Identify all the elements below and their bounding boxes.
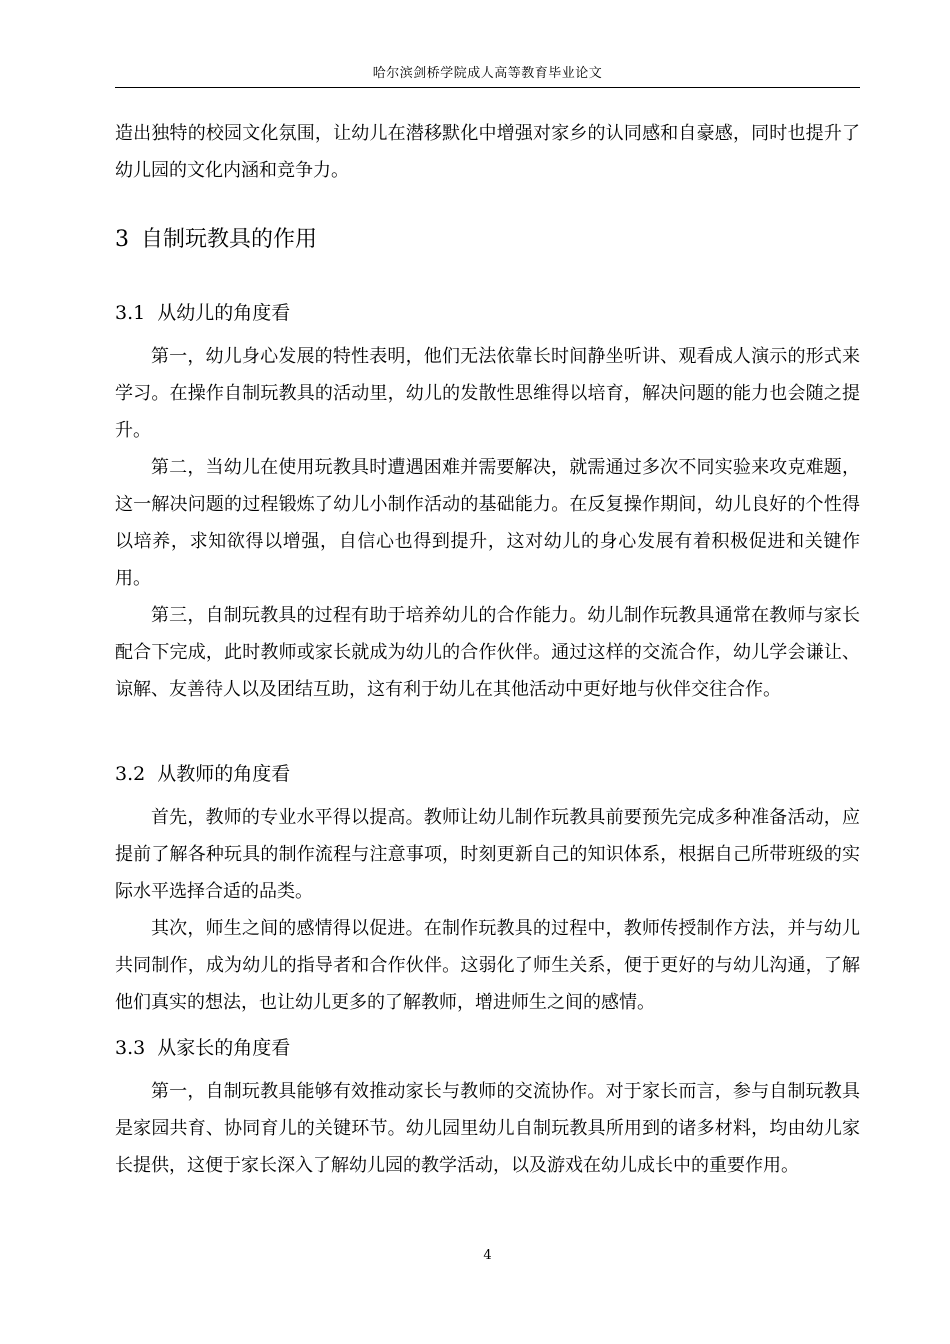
section-title: 自制玩教具的作用 <box>141 227 318 252</box>
running-header: 哈尔滨剑桥学院成人高等教育毕业论文 <box>372 66 603 81</box>
paragraph: 第二，当幼儿在使用玩教具时遭遇困难并需要解决，就需通过多次不同实验来攻克难题，这一解决问题的过程锻炼了幼儿小制作活动的基础能力。在反复操作期间，幼儿良好的个性得以培养，求知欲得以增强，自信心也得到提升，这对幼儿的身心发展有着积极促进和关键作用。 <box>115 457 860 589</box>
section-heading-3 <box>115 225 317 255</box>
paragraph: 其次，师生之间的感情得以促进。在制作玩教具的过程中，教师传授制作方法，并与幼儿共同制作，成为幼儿的指导者和合作伙伴。这弱化了师生关系，便于更好的与幼儿沟通，了解他们真实的想法，也让幼儿更多的了解教师，增进师生之间的感情。 <box>115 918 860 1013</box>
page-number: 4 <box>483 1248 492 1263</box>
subsection-number: 3.1 <box>115 302 146 324</box>
subsection-heading-3-3 <box>115 1034 290 1062</box>
paragraph: 第三，自制玩教具的过程有助于培养幼儿的合作能力。幼儿制作玩教具通常在教师与家长配合下完成，此时教师或家长就成为幼儿的合作伙伴。通过这样的交流合作，幼儿学会谦让、谅解、友善待人以及团结互助，这有利于幼儿在其他活动中更好地与伙伴交往合作。 <box>115 605 860 700</box>
paragraph: 首先，教师的专业水平得以提高。教师让幼儿制作玩教具前要预先完成多种准备活动，应提前了解各种玩具的制作流程与注意事项，时刻更新自己的知识体系，根据自己所带班级的实际水平选择合适的品类。 <box>115 807 860 902</box>
subsection-heading-3-1 <box>115 299 290 327</box>
subsection-number: 3.3 <box>115 1037 146 1059</box>
subsection-number: 3.2 <box>115 763 146 785</box>
header-rule <box>115 87 860 88</box>
paragraph: 第一，幼儿身心发展的特性表明，他们无法依靠长时间静坐听讲、观看成人演示的形式来学习。在操作自制玩教具的活动里，幼儿的发散性思维得以培育，解决问题的能力也会随之提升。 <box>115 346 860 441</box>
paragraph: 第一，自制玩教具能够有效推动家长与教师的交流协作。对于家长而言，参与自制玩教具是家园共育、协同育儿的关键环节。幼儿园里幼儿自制玩教具所用到的诸多材料，均由幼儿家长提供，这便于家长深入了解幼儿园的教学活动，以及游戏在幼儿成长中的重要作用。 <box>115 1081 860 1176</box>
subsection-title: 从教师的角度看 <box>157 763 291 785</box>
subsection-title: 从幼儿的角度看 <box>157 302 291 324</box>
section-number: 3 <box>115 227 129 252</box>
paragraph-continued: 造出独特的校园文化氛围，让幼儿在潜移默化中增强对家乡的认同感和自豪感，同时也提升了幼儿园的文化内涵和竞争力。 <box>115 123 860 181</box>
subsection-title: 从家长的角度看 <box>157 1037 291 1059</box>
subsection-heading-3-2 <box>115 760 290 788</box>
